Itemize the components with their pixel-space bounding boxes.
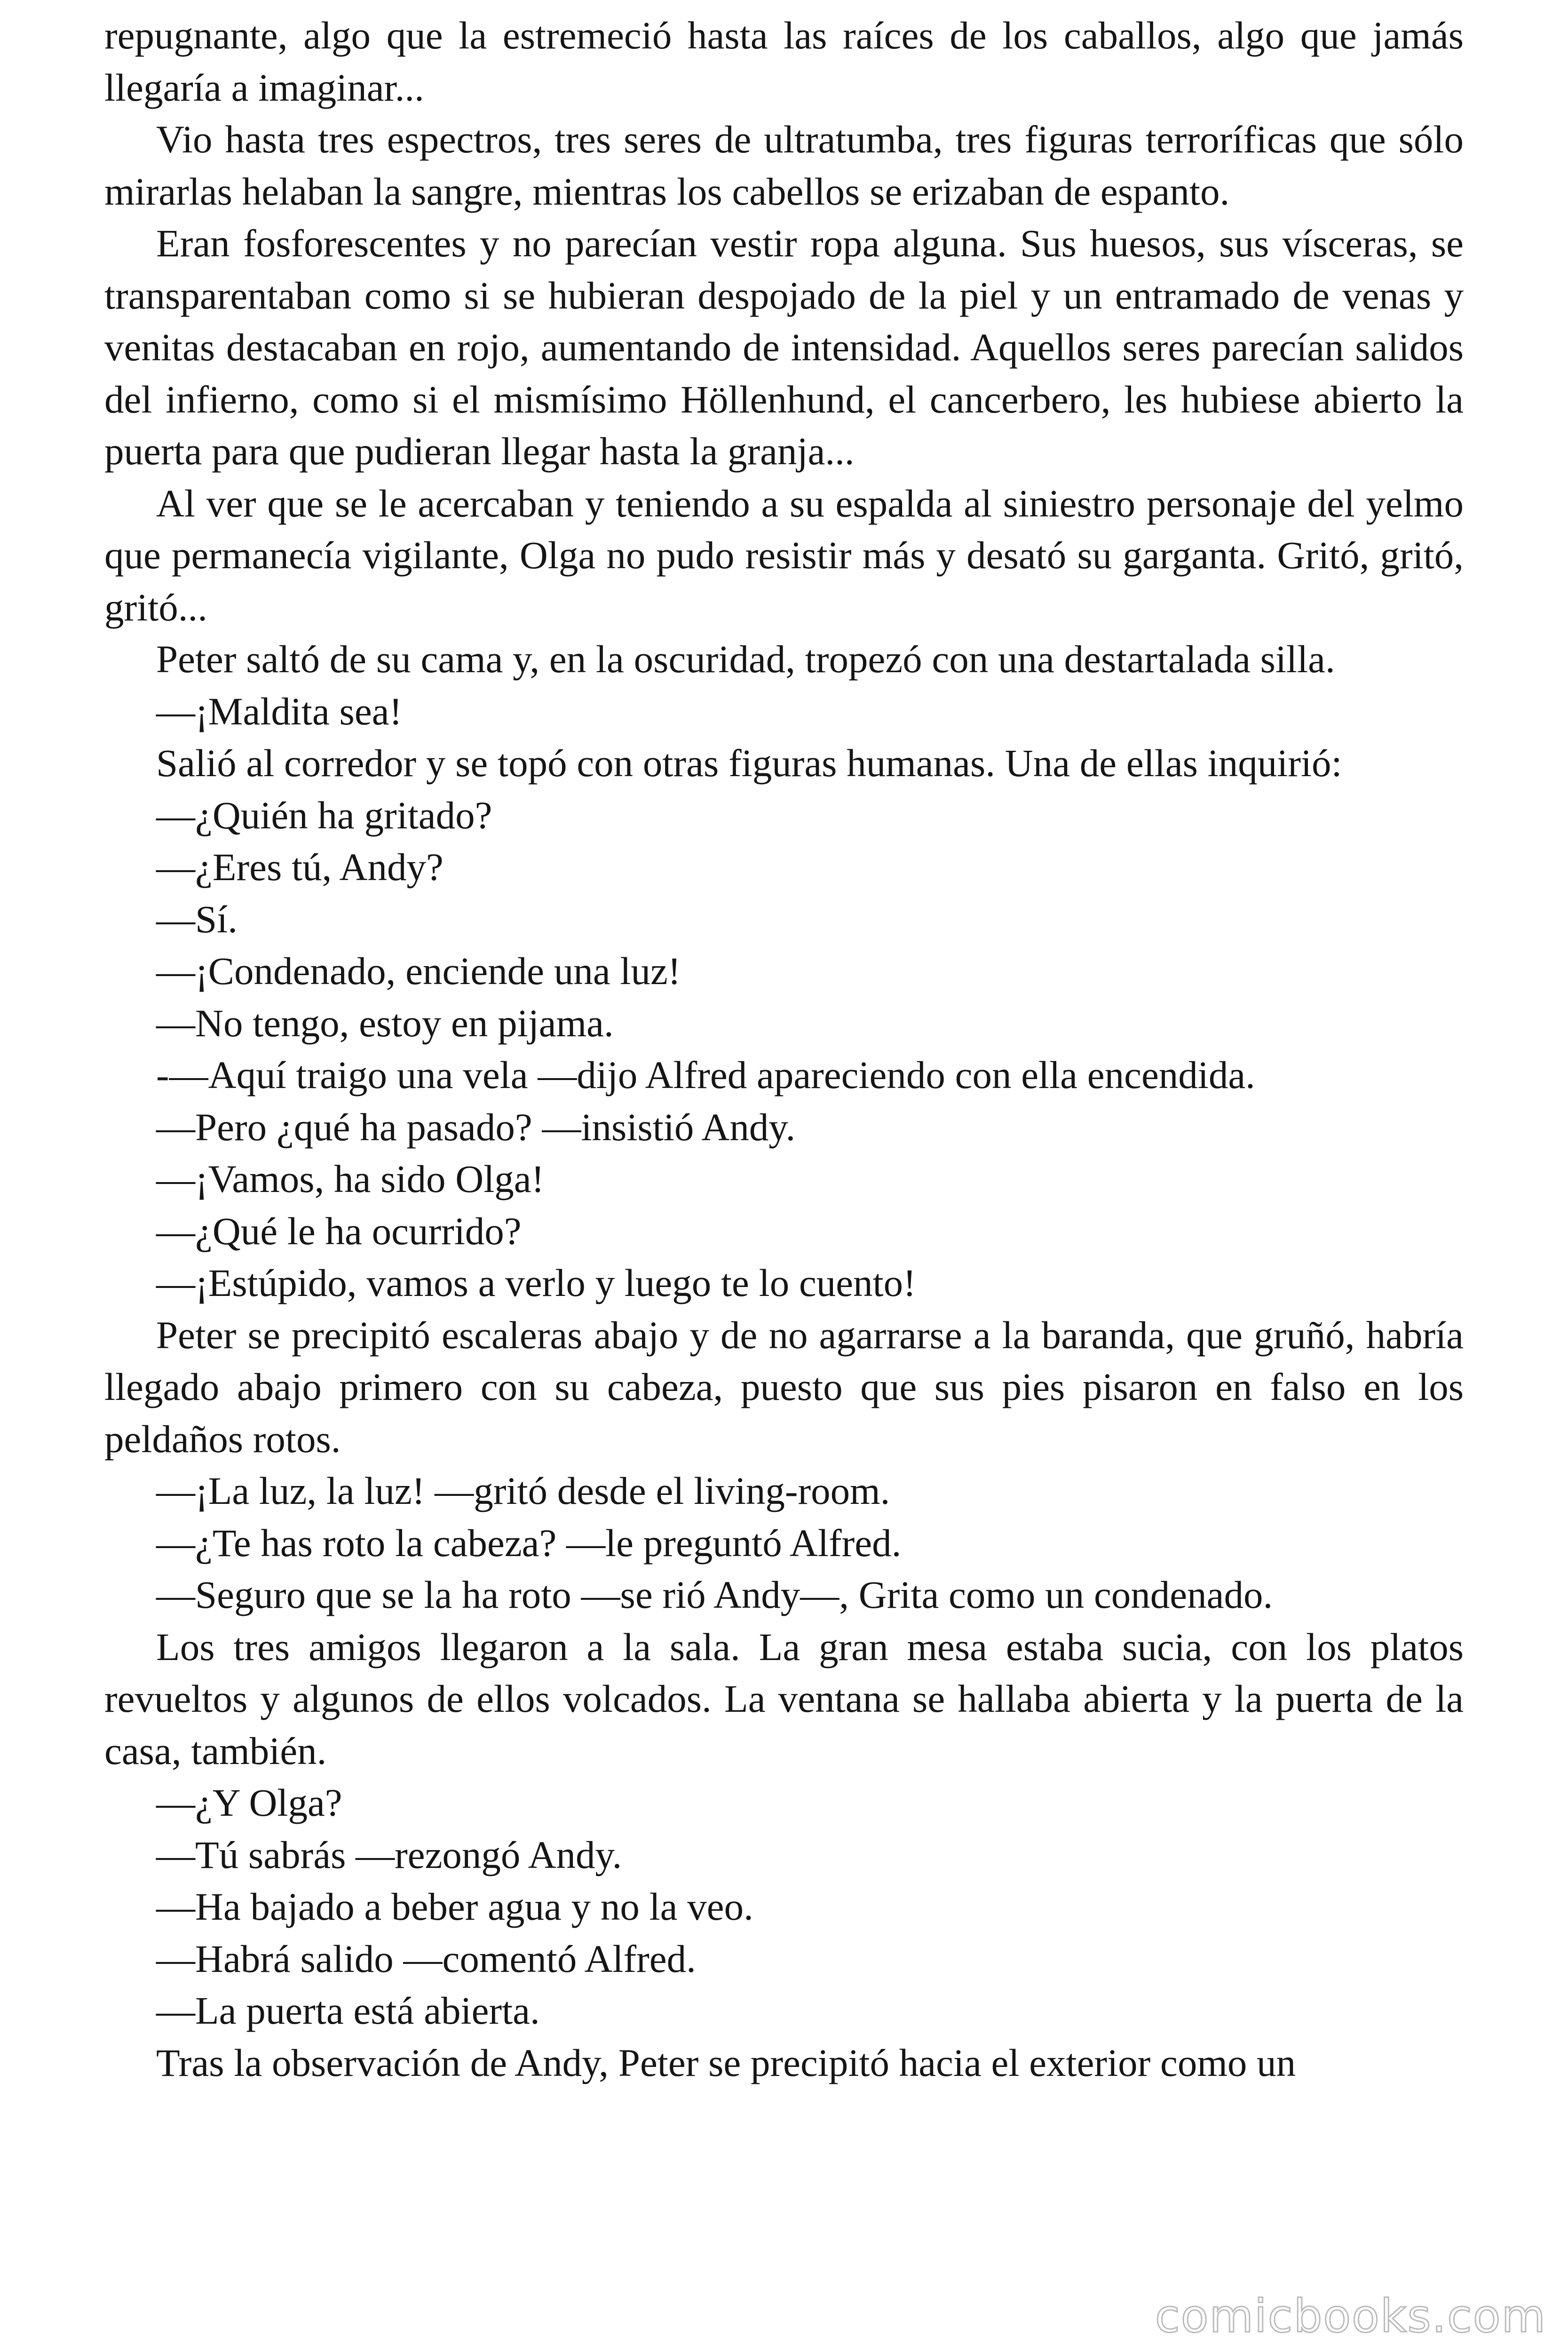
dialogue-line: —¡Vamos, ha sido Olga! — [156, 1157, 545, 1200]
dialogue-line: —La puerta está abierta. — [156, 1989, 540, 2032]
paragraph: Tras la observación de Andy, Peter se precipitó hacia el exterior como un — [156, 2041, 1296, 2084]
dialogue-line: —Pero ¿qué ha pasado? —insistió Andy. — [156, 1105, 796, 1149]
dialogue-line: -—Aquí traigo una vela —dijo Alfred apareciendo con ella encendida. — [156, 1053, 1255, 1097]
dialogue-line: —¿Qué le ha ocurrido? — [156, 1209, 522, 1253]
paragraph: Los tres amigos llegaron a la sala. La gran mesa estaba sucia, con los platos revueltos y algunos de ellos volcados. La ventana se hallaba abierta y la puerta de la casa, también. — [104, 1625, 1464, 1772]
dialogue-line: —¡Condenado, enciende una luz! — [156, 949, 681, 993]
dialogue-line: —Sí. — [156, 897, 238, 941]
dialogue-line: —Seguro que se la ha roto —se rió Andy—, Grita como un condenado. — [156, 1573, 1273, 1616]
dialogue-line: —¿Y Olga? — [156, 1781, 342, 1824]
paragraph: Eran fosforescentes y no parecían vestir ropa alguna. Sus huesos, sus vísceras, se transparentaban como si se hubieran despojado de la piel y un entramado de venas y venitas destacaban en rojo, aumentando de intensidad. Aquellos seres parecían salidos del infierno, como si el mismísimo Höllenhund, el cancerbero, les hubiese abierto la puerta para que pudieran llegar hasta la granja... — [104, 222, 1464, 473]
dialogue-line: —Habrá salido —comentó Alfred. — [156, 1937, 696, 1980]
dialogue-line: —¿Eres tú, Andy? — [156, 845, 443, 889]
paragraph: repugnante, algo que la estremeció hasta las raíces de los caballos, algo que jamás llegaría a imaginar... — [104, 14, 1464, 109]
dialogue-line: —¿Quién ha gritado? — [156, 793, 492, 837]
dialogue-line: —Tú sabrás —rezongó Andy. — [156, 1833, 622, 1876]
dialogue-line: —¡Estúpido, vamos a verlo y luego te lo cuento! — [156, 1261, 916, 1304]
paragraph: Peter saltó de su cama y, en la oscuridad, tropezó con una destartalada silla. — [156, 637, 1335, 681]
dialogue-line: —Ha bajado a beber agua y no la veo. — [156, 1885, 753, 1928]
body-text — [104, 9, 1464, 2089]
paragraph: Al ver que se le acercaban y teniendo a su espalda al siniestro personaje del yelmo que permanecía vigilante, Olga no pudo resistir más y desató su garganta. Gritó, gritó, gritó... — [104, 481, 1464, 629]
paragraph: Peter se precipitó escaleras abajo y de no agarrarse a la baranda, que gruñó, habría llegado abajo primero con su cabeza, puesto que sus pies pisaron en falso en los peldaños rotos. — [104, 1313, 1464, 1461]
dialogue-line: —¿Te has roto la cabeza? —le preguntó Alfred. — [156, 1521, 902, 1565]
paragraph: Salió al corredor y se topó con otras figuras humanas. Una de ellas inquirió: — [156, 741, 1342, 785]
paragraph: Vio hasta tres espectros, tres seres de ultratumba, tres figuras terroríficas que sólo mirarlas helaban la sangre, mientras los cabellos se erizaban de espanto. — [104, 118, 1464, 213]
dialogue-line: —¡Maldita sea! — [156, 689, 403, 733]
dialogue-line: —¡La luz, la luz! —gritó desde el living-room. — [156, 1469, 890, 1512]
dialogue-line: —No tengo, estoy en pijama. — [156, 1001, 614, 1045]
watermark: comicbooks.com — [1155, 2290, 1546, 2343]
